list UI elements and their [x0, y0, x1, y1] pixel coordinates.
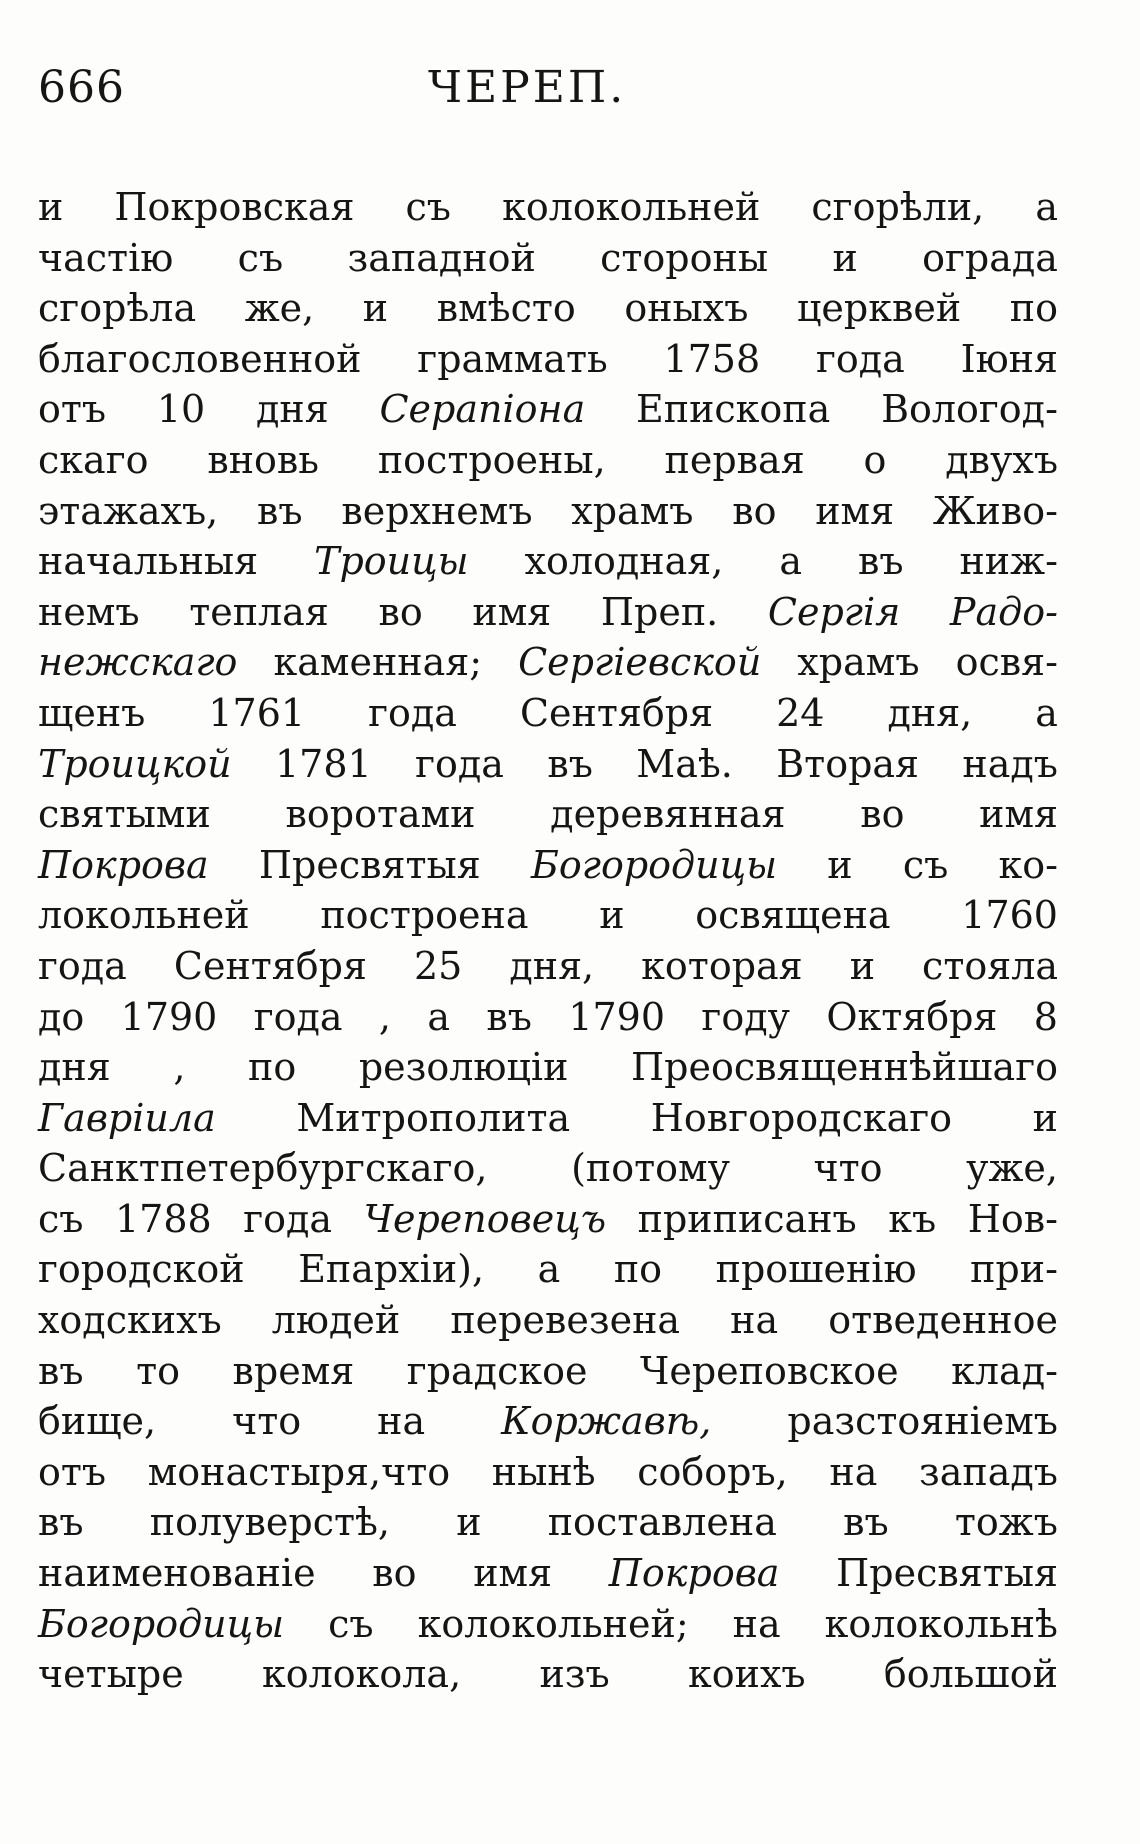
word: года [368, 690, 457, 735]
word: 1790 [568, 994, 666, 1039]
word: коихъ [687, 1652, 806, 1697]
text-line [38, 1042, 1058, 1093]
word: надъ [962, 741, 1058, 786]
word: въ [486, 994, 532, 1039]
word: Сентября [519, 690, 714, 735]
word: во [378, 589, 423, 634]
word: Троицы [314, 539, 469, 584]
word: 1788 [115, 1196, 212, 1241]
word: частію [38, 235, 174, 280]
text-line [38, 1649, 1058, 1700]
word: разстояніемъ [787, 1399, 1058, 1444]
word: освя- [955, 640, 1058, 685]
word: по [613, 1247, 663, 1292]
word: деревянная [550, 792, 786, 837]
word: Октября [826, 994, 998, 1039]
word: первая [664, 437, 805, 482]
word: храмъ [571, 488, 694, 533]
word: колокольней [502, 185, 761, 229]
word: дня [38, 1045, 111, 1090]
word: ниж- [959, 539, 1058, 584]
word: Сергіевской [518, 640, 762, 685]
word: наименованіе [38, 1551, 316, 1596]
text-line [38, 992, 1058, 1043]
word: градское [406, 1348, 588, 1393]
word: имя [979, 792, 1058, 837]
word: что [813, 1146, 883, 1191]
word: съ [902, 842, 949, 887]
word: отъ [38, 387, 107, 432]
word: во [732, 488, 777, 533]
text-line [38, 233, 1058, 284]
word: Покрова [38, 842, 209, 887]
word: 1761 [208, 690, 306, 735]
word: Пресвятыя [258, 842, 481, 887]
word: съ [405, 185, 451, 229]
word: оныхъ [624, 286, 749, 331]
word: до [38, 994, 85, 1039]
word: по [1009, 286, 1058, 331]
word: перевезена [450, 1298, 681, 1343]
word: и [599, 893, 625, 938]
word: Митрополита [296, 1095, 571, 1140]
word: Череповское [639, 1348, 899, 1393]
word: соборъ, [637, 1449, 788, 1494]
word: съ [237, 235, 284, 280]
word: Санктпетербургскаго, [38, 1146, 488, 1191]
word: 24 [776, 690, 825, 735]
word: воротами [285, 792, 476, 837]
word: на [829, 1449, 878, 1494]
word: нежскаго [38, 640, 238, 685]
word: то [136, 1348, 180, 1393]
word: и [827, 842, 853, 887]
text-line [38, 1548, 1058, 1599]
word: и [849, 943, 876, 988]
word: Череповецъ [363, 1196, 607, 1241]
word: колокольнѣ [824, 1601, 1058, 1646]
word: во [860, 792, 905, 837]
word: въ [547, 741, 593, 786]
word: при- [970, 1247, 1058, 1292]
word: года [243, 1196, 333, 1241]
word: Преп. [600, 589, 719, 634]
word: Радо- [949, 589, 1058, 634]
word: Троицкой [38, 741, 232, 786]
word: Вторая [776, 741, 920, 786]
word: 1758 [663, 336, 761, 381]
word: изъ [539, 1652, 610, 1697]
word: а [1035, 690, 1058, 735]
running-title: ЧЕРЕП. [428, 62, 627, 113]
text-line [38, 1396, 1058, 1447]
word: ограда [922, 235, 1058, 280]
text-line [38, 688, 1058, 739]
word: стороны [600, 235, 769, 280]
text-line [38, 283, 1058, 334]
word: Епископа [636, 387, 831, 432]
word: поставлена [547, 1500, 777, 1545]
text-line [38, 941, 1058, 992]
word: въ [38, 1500, 84, 1545]
word: съ [38, 1196, 84, 1241]
word: въ [38, 1348, 84, 1393]
word: Гавріила [38, 1095, 216, 1140]
word: на [377, 1399, 426, 1444]
word: большой [883, 1652, 1058, 1697]
word: этажахъ, [38, 488, 219, 533]
word: Вологод- [881, 387, 1058, 432]
word: и [456, 1500, 482, 1545]
text-line [38, 486, 1058, 537]
word: благословенной [38, 336, 362, 381]
word: году [701, 994, 790, 1039]
word: а [427, 994, 451, 1039]
text-line [38, 587, 1058, 638]
word: стояла [922, 943, 1058, 988]
word: Новгородскаго [650, 1095, 953, 1140]
word: теплая [189, 589, 329, 634]
word: Преосвященнѣйшаго [631, 1045, 1058, 1090]
word: прошенію [715, 1247, 917, 1292]
word: имя [473, 1551, 553, 1596]
text-line [38, 1244, 1058, 1295]
word: локольней [38, 893, 250, 938]
word: ко- [998, 842, 1058, 887]
word: начальныя [38, 539, 259, 584]
text-line [38, 384, 1058, 435]
word: немъ [38, 589, 140, 634]
word: съ [328, 1601, 374, 1646]
text-line [38, 1599, 1058, 1650]
word: къ [888, 1196, 937, 1241]
word: бище, [38, 1399, 157, 1444]
word: колокольней; [417, 1601, 689, 1646]
word: Покровская [114, 185, 355, 229]
word: клад- [951, 1348, 1058, 1393]
word: и [832, 235, 858, 280]
word: освящена [695, 893, 891, 938]
text-line [38, 890, 1058, 941]
word: ходскихъ [38, 1298, 222, 1343]
word: Епархіи), [298, 1247, 485, 1292]
word: время [232, 1348, 355, 1393]
word: Коржавѣ, [501, 1399, 712, 1444]
word: въ [843, 1500, 889, 1545]
word: тожъ [954, 1500, 1058, 1545]
word: городской [38, 1247, 245, 1292]
word: во [372, 1551, 417, 1596]
text-line [38, 1093, 1058, 1144]
word: двухъ [945, 437, 1058, 482]
word: построены, [377, 437, 606, 482]
word: граммать [417, 336, 608, 381]
word: 8 [1033, 994, 1058, 1039]
word: а [779, 539, 802, 584]
word: , [378, 994, 392, 1039]
word: монастыря,что [147, 1449, 451, 1494]
word: , [173, 1045, 186, 1090]
word: колокола, [262, 1652, 462, 1697]
text-line [38, 334, 1058, 385]
word: (потому [571, 1146, 730, 1191]
text-line [38, 182, 1058, 233]
text-line [38, 1194, 1058, 1245]
word: по [248, 1045, 297, 1090]
text-line [38, 1295, 1058, 1346]
word: Маѣ. [636, 741, 733, 786]
word: дня, [509, 943, 595, 988]
word: года [815, 336, 905, 381]
word: Іюня [960, 336, 1058, 381]
text-line [38, 435, 1058, 486]
word: Нов- [967, 1196, 1058, 1241]
word: верхнемъ [341, 488, 533, 533]
word: построена [320, 893, 529, 938]
word: нынѣ [491, 1449, 596, 1494]
word: о [863, 437, 887, 482]
word: храмъ [797, 640, 920, 685]
word: 1790 [120, 994, 218, 1039]
text-line [38, 1447, 1058, 1498]
word: приписанъ [637, 1196, 857, 1241]
word: и [1032, 1095, 1058, 1140]
word: 1760 [961, 893, 1058, 938]
text-line [38, 789, 1058, 840]
word: Сентября [173, 943, 367, 988]
word: а [1035, 185, 1058, 229]
text-line [38, 637, 1058, 688]
word: а [537, 1247, 561, 1292]
page-number: 666 [38, 62, 125, 113]
body-text [38, 182, 1058, 1700]
word: 1781 [274, 741, 372, 786]
word: каменная; [273, 640, 483, 685]
word: вновь [207, 437, 319, 482]
text-line [38, 1143, 1058, 1194]
word: что [232, 1399, 302, 1444]
word: на [730, 1298, 779, 1343]
word: имя [472, 589, 552, 634]
word: 10 [156, 387, 206, 432]
word: уже, [966, 1146, 1058, 1191]
word: Живо- [932, 488, 1058, 533]
word: которая [641, 943, 803, 988]
word: имя [815, 488, 895, 533]
word: отведенное [828, 1298, 1058, 1343]
word: въ [257, 488, 303, 533]
word: резолюціи [358, 1045, 569, 1090]
word: сгорѣла [38, 286, 197, 331]
word: дня [256, 387, 329, 432]
word: года [415, 741, 504, 786]
text-line [38, 536, 1058, 587]
word: года [38, 943, 127, 988]
word: Серапіона [379, 387, 586, 432]
word: Богородицы [530, 842, 778, 887]
word: на [732, 1601, 781, 1646]
word: въ [857, 539, 904, 584]
word: дня, [887, 690, 973, 735]
word: скаго [38, 437, 149, 482]
word: Покрова [608, 1551, 780, 1596]
word: 25 [413, 943, 463, 988]
word: Богородицы [38, 1601, 285, 1646]
word: святыми [38, 792, 211, 837]
page-header [38, 62, 1058, 132]
word: Сергія [767, 589, 901, 634]
word: западъ [919, 1449, 1058, 1494]
text-line [38, 1346, 1058, 1397]
text-line [38, 1497, 1058, 1548]
word: года [253, 994, 343, 1039]
word: и [38, 185, 64, 229]
word: холодная, [524, 539, 724, 584]
word: четыре [38, 1652, 184, 1697]
text-line [38, 840, 1058, 891]
word: людей [271, 1298, 401, 1343]
word: щенъ [38, 690, 146, 735]
word: западной [347, 235, 536, 280]
text-line [38, 739, 1058, 790]
word: вмѣсто [436, 286, 576, 331]
word: отъ [38, 1449, 107, 1494]
word: и [362, 286, 389, 331]
word: полуверстѣ, [149, 1500, 390, 1545]
word: же, [244, 286, 315, 331]
word: Пресвятыя [836, 1551, 1058, 1596]
word: церквей [796, 286, 962, 331]
word: сгорѣли, [811, 185, 985, 229]
